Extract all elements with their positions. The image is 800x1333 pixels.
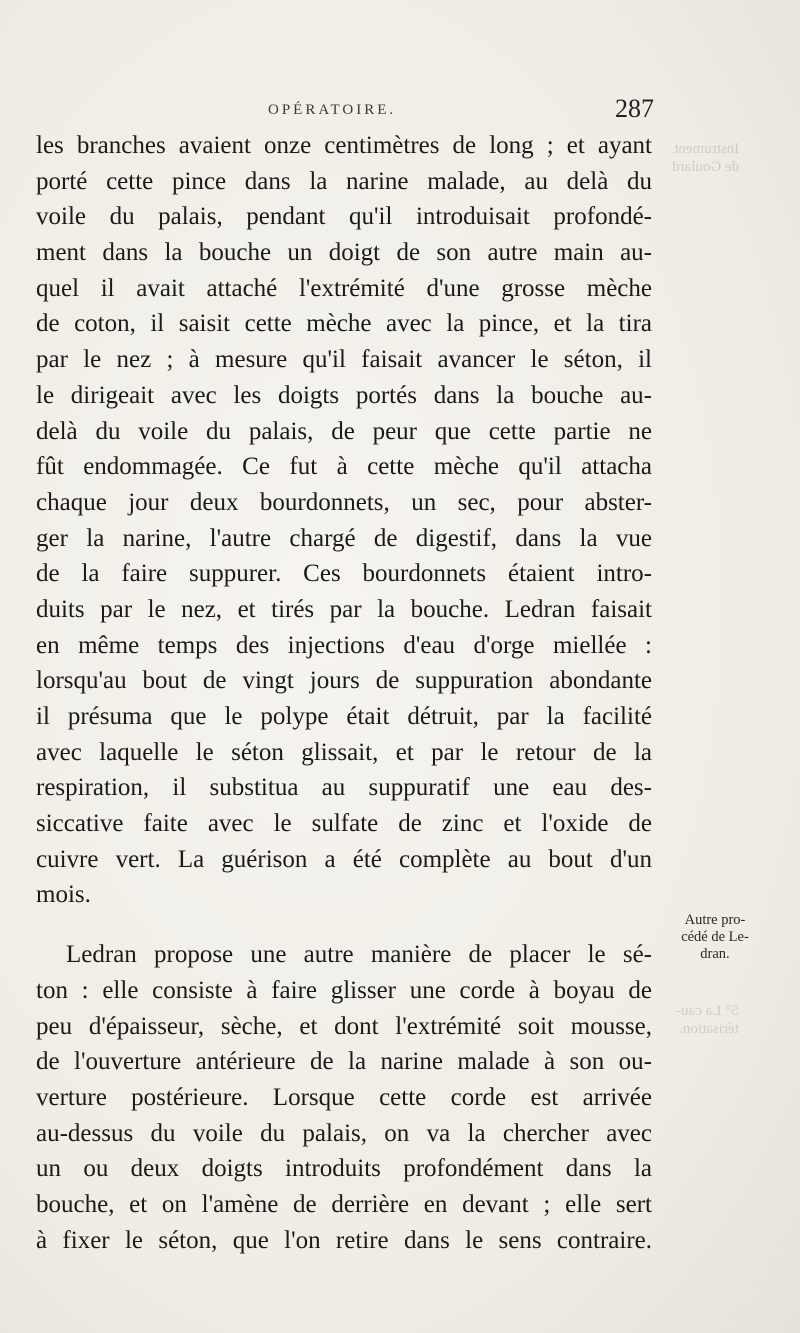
text-line: ment dans la bouche un doigt de son autre main au- [36, 239, 652, 267]
text-line: mois. [36, 881, 91, 909]
text-line: quel il avait attaché l'extrémité d'une grosse mèche [36, 274, 652, 302]
text-line: avec laquelle le séton glissait, et par le retour de la [36, 738, 652, 766]
text-line: chaque jour deux bourdonnets, un sec, pour abster- [36, 488, 652, 516]
text-line: voile du palais, pendant qu'il introduisait profondé- [36, 203, 652, 231]
text-line: ger la narine, l'autre chargé de digestif, dans la vue [36, 524, 652, 552]
text-line: porté cette pince dans la narine malade, au delà du [36, 167, 652, 195]
text-line: de l'ouverture antérieure de la narine malade à son ou- [36, 1048, 652, 1076]
text-line: un ou deux doigts introduits profondément dans la [36, 1155, 652, 1183]
margin-note [660, 912, 770, 963]
text-line: au-dessus du voile du palais, on va la chercher avec [36, 1119, 652, 1147]
text-line: à fixer le séton, que l'on retire dans le sens contraire. [36, 1226, 652, 1254]
text-line: par le nez ; à mesure qu'il faisait avancer le séton, il [36, 346, 652, 374]
text-line: delà du voile du palais, de peur que cette partie ne [36, 417, 652, 445]
text-line: verture postérieure. Lorsque cette corde est arrivée [36, 1083, 652, 1111]
text-line: duits par le nez, et tirés par la bouche. Ledran faisait [36, 595, 652, 623]
text-line: lorsqu'au bout de vingt jours de suppuration abondante [36, 667, 652, 695]
text-line: Ledran propose une autre manière de placer le sé- [66, 941, 652, 969]
margin-note-line: cédé de Le- [681, 929, 749, 945]
text-line: de la faire suppurer. Ces bourdonnets étaient intro- [36, 560, 652, 588]
text-line: bouche, et on l'amène de derrière en devant ; elle sert [36, 1190, 652, 1218]
text-line: en même temps des injections d'eau d'orge miellée : [36, 631, 652, 659]
show-through-text: 5° La cau- térisation. [676, 1003, 739, 1037]
paragraph-gap [36, 913, 652, 937]
text-line: cuivre vert. La guérison a été complète au bout d'un [36, 845, 652, 873]
text-line: peu d'épaisseur, sèche, et dont l'extrémité soit mousse, [36, 1012, 652, 1040]
text-line: fût endommagée. Ce fut à cette mèche qu'il attacha [36, 453, 652, 481]
running-head: OPÉRATOIRE. [268, 102, 397, 118]
show-through-text: Instrument de Goulard [672, 141, 740, 175]
text-line: siccative faite avec le sulfate de zinc et l'oxide de [36, 810, 652, 838]
page-number: 287 [615, 94, 654, 123]
margin-note-line: dran. [700, 946, 730, 962]
body-text [36, 128, 652, 1258]
text-line: ton : elle consiste à faire glisser une corde à boyau de [36, 976, 652, 1004]
text-line: les branches avaient onze centimètres de long ; et ayant [36, 132, 652, 159]
text-line: il présuma que le polype était détruit, par la facilité [36, 703, 652, 730]
text-line: de coton, il saisit cette mèche avec la pince, et la tira [36, 310, 652, 338]
text-line: le dirigeait avec les doigts portés dans la bouche au- [36, 381, 652, 409]
text-line: respiration, il substitua au suppuratif une eau des- [36, 774, 652, 802]
margin-note-line: Autre pro- [684, 912, 746, 928]
page-header [36, 94, 658, 128]
